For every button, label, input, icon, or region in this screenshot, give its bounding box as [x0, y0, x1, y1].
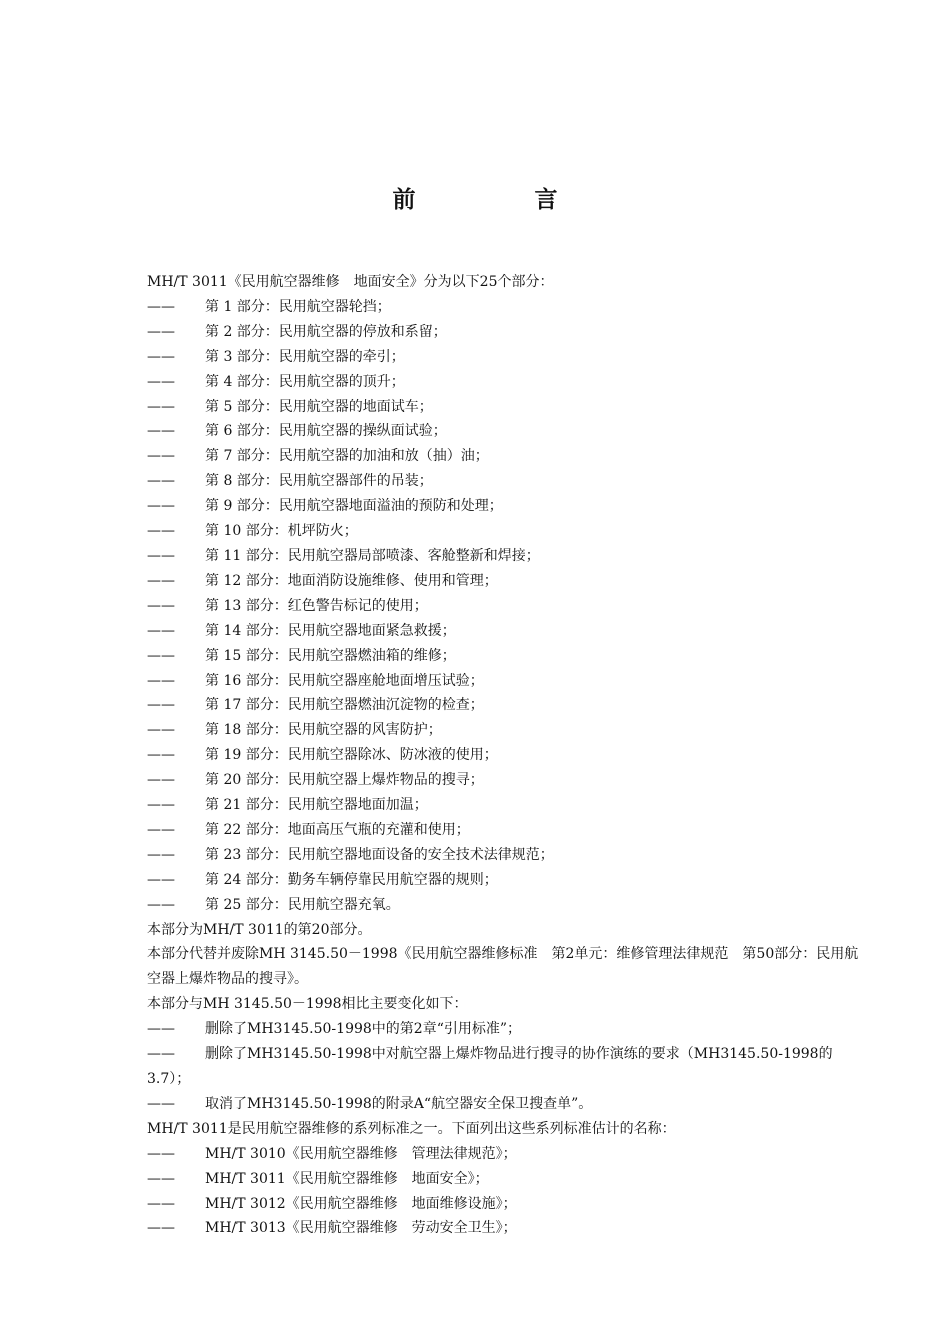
list-item: —— 第 5 部分：民用航空器的地面试车；	[147, 395, 862, 420]
dash-marker: ——	[147, 697, 175, 714]
dash-marker: ——	[147, 1095, 175, 1112]
dash-marker: ——	[147, 747, 175, 764]
list-item: —— 第 13 部分：红色警告标记的使用；	[147, 594, 862, 619]
list-item: —— 第 12 部分：地面消防设施维修、使用和管理；	[147, 569, 862, 594]
list-item: —— 取消了MH3145.50-1998的附录A“航空器安全保卫搜查单”。	[147, 1092, 862, 1117]
dash-marker: ——	[147, 1220, 175, 1237]
list-item: —— 第 4 部分：民用航空器的顶升；	[147, 370, 862, 395]
dash-marker: ——	[147, 871, 175, 888]
changes-intro-paragraph: 本部分与MH 3145.50－1998相比主要变化如下：	[147, 996, 468, 1013]
list-item: —— 第 17 部分：民用航空器燃油沉淀物的检查；	[147, 693, 862, 718]
dash-marker: ——	[147, 846, 175, 863]
list-item: —— 第 21 部分：民用航空器地面加温；	[147, 793, 862, 818]
list-item: —— 第 8 部分：民用航空器部件的吊装；	[147, 469, 862, 494]
dash-marker: ——	[147, 523, 175, 540]
dash-marker: ——	[147, 647, 175, 664]
list-item: —— 第 25 部分：民用航空器充氧。	[147, 893, 862, 918]
dash-marker: ——	[147, 1145, 175, 1162]
list-item: —— 第 7 部分：民用航空器的加油和放（抽）油；	[147, 444, 862, 469]
intro-paragraph: MH/T 3011《民用航空器维修 地面安全》分为以下25个部分：	[147, 274, 554, 290]
dash-marker: ——	[147, 722, 175, 739]
list-item: —— 第 10 部分：机坪防火；	[147, 519, 862, 544]
list-item: —— 第 2 部分：民用航空器的停放和系留；	[147, 320, 862, 345]
changes-list	[147, 1017, 862, 1117]
dash-marker: ——	[147, 896, 175, 913]
dash-marker: ——	[147, 398, 175, 415]
list-item: —— 第 16 部分：民用航空器座舱地面增压试验；	[147, 669, 862, 694]
list-item: —— 删除了MH3145.50-1998中对航空器上爆炸物品进行搜寻的协作演练的要求（MH3145.50-1998的3.7）；	[147, 1042, 862, 1092]
list-item: —— MH/T 3011《民用航空器维修 地面安全》；	[147, 1167, 862, 1192]
list-item: —— 第 14 部分：民用航空器地面紧急救援；	[147, 619, 862, 644]
dash-marker: ——	[147, 323, 175, 340]
dash-marker: ——	[147, 373, 175, 390]
dash-marker: ——	[147, 772, 175, 789]
page-title: 前 言	[392, 187, 606, 213]
dash-marker: ——	[147, 622, 175, 639]
list-item: —— 第 1 部分：民用航空器轮挡；	[147, 295, 862, 320]
list-item: —— 第 15 部分：民用航空器燃油箱的维修；	[147, 644, 862, 669]
dash-marker: ——	[147, 1046, 175, 1063]
list-item: —— MH/T 3013《民用航空器维修 劳动安全卫生》；	[147, 1216, 862, 1241]
dash-marker: ——	[147, 1021, 175, 1038]
list-item: —— 第 11 部分：民用航空器局部喷漆、客舱整新和焊接；	[147, 544, 862, 569]
list-item: —— 第 18 部分：民用航空器的风害防护；	[147, 718, 862, 743]
dash-marker: ——	[147, 1170, 175, 1187]
dash-marker: ——	[147, 298, 175, 315]
dash-marker: ——	[147, 498, 175, 515]
list-item: —— 第 3 部分：民用航空器的牵引；	[147, 345, 862, 370]
parts-list	[147, 295, 862, 918]
dash-marker: ——	[147, 448, 175, 465]
this-part-paragraph: 本部分为MH/T 3011的第20部分。	[147, 921, 372, 938]
list-item: —— MH/T 3012《民用航空器维修 地面维修设施》；	[147, 1192, 862, 1217]
list-item: —— 第 6 部分：民用航空器的操纵面试验；	[147, 419, 862, 444]
dash-marker: ——	[147, 547, 175, 564]
series-list	[147, 1142, 862, 1242]
list-item: —— 第 23 部分：民用航空器地面设备的安全技术法律规范；	[147, 843, 862, 868]
list-item: —— 第 19 部分：民用航空器除冰、防冰液的使用；	[147, 743, 862, 768]
dash-marker: ——	[147, 1195, 175, 1212]
dash-marker: ——	[147, 423, 175, 440]
list-item: —— 删除了MH3145.50-1998中的第2章“引用标准”；	[147, 1017, 862, 1042]
list-item: —— 第 24 部分：勤务车辆停靠民用航空器的规则；	[147, 868, 862, 893]
dash-marker: ——	[147, 672, 175, 689]
dash-marker: ——	[147, 821, 175, 838]
series-intro-paragraph: MH/T 3011是民用航空器维修的系列标准之一。下面列出这些系列标准估计的名称：	[147, 1120, 676, 1137]
dash-marker: ——	[147, 572, 175, 589]
list-item: —— 第 9 部分：民用航空器地面溢油的预防和处理；	[147, 494, 862, 519]
replaces-paragraph: 本部分代替并废除MH 3145.50－1998《民用航空器维修标准 第2单元：维修管理法律规范 第50部分：民用航空器上爆炸物品的搜寻》。	[147, 946, 859, 988]
list-item: —— 第 20 部分：民用航空器上爆炸物品的搜寻；	[147, 768, 862, 793]
list-item: —— MH/T 3010《民用航空器维修 管理法律规范》；	[147, 1142, 862, 1167]
list-item: —— 第 22 部分：地面高压气瓶的充灌和使用；	[147, 818, 862, 843]
foreword-body	[147, 270, 862, 1241]
dash-marker: ——	[147, 597, 175, 614]
dash-marker: ——	[147, 473, 175, 490]
dash-marker: ——	[147, 797, 175, 814]
dash-marker: ——	[147, 348, 175, 365]
